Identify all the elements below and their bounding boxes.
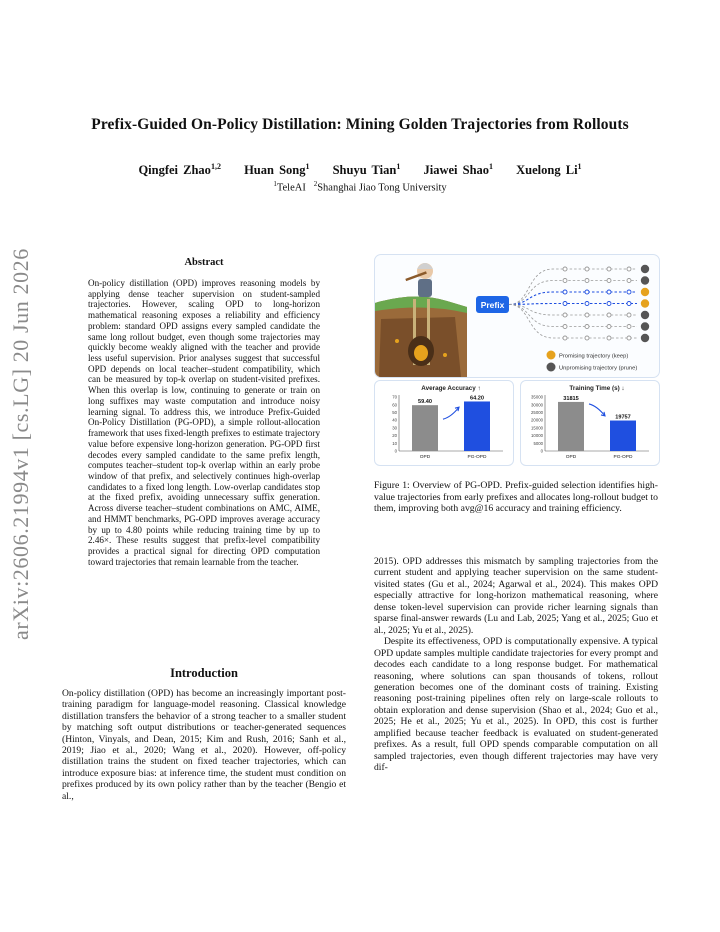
prefix-label: Prefix xyxy=(480,300,505,310)
rollout-path xyxy=(509,305,637,316)
y-tick-label: 70 xyxy=(392,394,397,400)
rollout-node xyxy=(627,336,631,340)
author-affil-sup: 1 xyxy=(396,162,401,171)
right-column-body xyxy=(374,556,658,774)
introduction-body: On-policy distillation (OPD) has become an increasingly important post-training paradigm for language-model reasoning. Classical knowledge distillation transfers the behavior of a strong teacher to a smaller student by matching soft output distributions or teacher-generated sequences (Hinton, Vinyals, and Dean, 2015; Kim and Rush, 2016; Sanh et al., 2019; Jiao et al., 2020; Wang et al., 2020). However, off-policy distillation trains the student on fixed teacher trajectories, which can introduce exposure bias: at inference time, the student must condition on prefixes produced by its own policy rather than by the teacher (Bengio et al., xyxy=(62,688,346,802)
rollout-node xyxy=(627,279,631,283)
rollout-node xyxy=(607,267,611,271)
rollout-node xyxy=(607,336,611,340)
rock-icon xyxy=(547,363,556,372)
rollout-node xyxy=(607,279,611,283)
accuracy-chart-panel xyxy=(374,380,514,466)
y-tick-label: 0 xyxy=(394,448,397,454)
author-list xyxy=(0,162,720,178)
right-para-1: 2015). OPD addresses this mismatch by sampling trajectories from the current student and applying teacher supervision on the same student-visited states (Gu et al., 2024; Agarwal et al., 2024). This makes OPD especially attractive for long-horizon mathematical reasoning, where dense token-level supervision can provide richer learning signals than sparse final-answer rewards (Lu and Lab, 2025; Yang et al., 2025; Guo et al., 2025; Yu et al., 2025). xyxy=(374,556,658,636)
y-tick-label: 0 xyxy=(540,448,543,454)
x-tick-label: PG-OPD xyxy=(467,455,487,460)
rollout-node xyxy=(585,336,589,340)
rollout-node xyxy=(563,290,567,294)
y-tick-label: 20 xyxy=(392,433,397,439)
x-tick-label: OPD xyxy=(565,455,577,460)
mine-illustration xyxy=(375,296,467,377)
rollout-path xyxy=(509,305,637,327)
rollout-node xyxy=(563,313,567,317)
rock-icon xyxy=(641,322,649,330)
author xyxy=(423,163,493,177)
author-name: Jiawei Shao xyxy=(423,163,490,178)
rollout-node xyxy=(585,313,589,317)
rollout-node xyxy=(627,302,631,306)
y-tick-label: 50 xyxy=(392,410,397,416)
miner-icon xyxy=(405,263,433,297)
rollout-node xyxy=(607,302,611,306)
legend-unpromising: Unpromising trajectory (prune) xyxy=(559,365,638,372)
rollout-node xyxy=(585,302,589,306)
author-name: Xuelong Li xyxy=(516,163,578,178)
y-tick-label: 60 xyxy=(392,402,397,408)
y-tick-label: 25000 xyxy=(531,410,543,416)
rollout-node xyxy=(563,279,567,283)
rollout-node xyxy=(563,267,567,271)
author xyxy=(244,163,309,177)
rollout-path xyxy=(509,281,637,305)
y-tick-label: 15000 xyxy=(531,425,543,431)
trend-arrow xyxy=(589,404,605,416)
abstract-body: On-policy distillation (OPD) improves reasoning models by applying dense teacher supervision on student-sampled trajectories. However, scaling OPD to long-horizon mathematical reasoning exposes a reliability and efficiency problem: standard OPD assigns every sampled candidate the same long rollout budget, even though some trajectories may quickly become weakly aligned with the teacher and provide less useful supervision. Prior analyses suggest that successful OPD depends on local teacher–student compatibility, which can be measured by top-k overlap on student-visited prefixes. When this overlap is low, continuing to generate or train on long suffixes may waste computation and introduce noisy learning signal. To address this, we introduce Prefix-Guided On-Policy Distillation (PG-OPD), a simple rollout-allocation framework that uses fixed-length prefixes to estimate trajectory value before expensive long-horizon generation. PG-OPD first decodes every sampled candidate to the same prefix length, computes teacher–student top-k overlap within an early probe window of that prefix, and selectively continues high-overlap candidates to a fixed long length. Low-overlap candidates stop at the fixed prefix, avoiding unnecessary suffix generation. Across diverse teacher–student combinations on AMC, AIME, and HMMT benchmarks, PG-OPD improves average accuracy by up to 4.80 points while reducing training time by up to 2.46×. These results suggest that prefix-level compatibility provides a practical signal for directing OPD computation toward trajectories that remain learnable from the teacher. xyxy=(88,278,320,567)
affil-name: TeleAI xyxy=(276,182,306,194)
rollout-node xyxy=(627,290,631,294)
affiliations xyxy=(0,180,720,194)
rollout-paths xyxy=(509,265,649,342)
affil-sup: 1 xyxy=(273,180,277,188)
training-time-chart-panel xyxy=(520,380,660,466)
y-tick-label: 5000 xyxy=(533,440,543,446)
y-tick-label: 10000 xyxy=(531,433,543,439)
arxiv-stamp: arXiv:2606.21994v1 [cs.LG] 20 Jun 2026 xyxy=(8,248,33,640)
paper-title: Prefix-Guided On-Policy Distillation: Mining Golden Trajectories from Rollouts xyxy=(91,116,629,133)
author-affil-sup: 1 xyxy=(489,162,494,171)
rollout-node xyxy=(585,290,589,294)
rollout-node xyxy=(607,325,611,329)
right-para-2: Despite its effectiveness, OPD is computationally expensive. A typical OPD update samples multiple candidate trajectories for every prompt and decodes each candidate to a long response budget. For mathematical reasoning, where solutions can span thousands of tokens, rollout generation becomes one of the dominant costs of training. Existing reasoning post-training pipelines often rely on large-scale rollouts to obtain exploration and dense supervision (Shao et al., 2024; Guo et al., 2025; He et al., 2025; Yu et al., 2025). In OPD, this cost is further amplified because teacher feedback is evaluated on student-generated prefixes. As a result, full OPD spends comparable computation on all sampled trajectories, even though different trajectories may have very dif- xyxy=(374,636,658,774)
author-affil-sup: 1 xyxy=(577,162,582,171)
bar-value-label: 31815 xyxy=(563,395,579,402)
y-tick-label: 40 xyxy=(392,417,397,423)
rollout-node xyxy=(627,313,631,317)
rock-icon xyxy=(641,334,649,342)
x-tick-label: OPD xyxy=(419,455,431,460)
bar xyxy=(464,401,490,451)
abstract-heading: Abstract xyxy=(184,257,224,268)
rollout-node xyxy=(585,325,589,329)
affil-sup: 2 xyxy=(313,180,318,188)
author-name: Qingfei Zhao xyxy=(138,163,211,178)
rock-icon xyxy=(641,265,649,273)
author-name: Huan Song xyxy=(244,163,306,178)
bar xyxy=(610,421,636,451)
rollout-node xyxy=(563,336,567,340)
gold-nugget-icon xyxy=(641,299,649,307)
gold-nugget-icon xyxy=(414,345,428,361)
gold-nugget-icon xyxy=(547,351,556,360)
rock-icon xyxy=(641,311,649,319)
author-affil-sup: 1,2 xyxy=(210,162,221,171)
x-tick-label: PG-OPD xyxy=(613,455,633,460)
bar-value-label: 59.40 xyxy=(418,399,432,406)
author-affil-sup: 1 xyxy=(305,162,310,171)
author-name: Shuyu Tian xyxy=(332,163,397,178)
rollout-path xyxy=(509,304,637,305)
chart-title: Training Time (s) ↓ xyxy=(569,385,625,392)
rollout-node xyxy=(563,325,567,329)
figure-caption: Figure 1: Overview of PG-OPD. Prefix-guided selection identifies high-value trajectories from early prefixes and allocates long-rollout budget to them, improving both avg@16 accuracy and training efficiency. xyxy=(374,480,658,515)
y-tick-label: 20000 xyxy=(531,417,543,423)
accuracy-chart xyxy=(375,381,513,465)
bar xyxy=(558,402,584,451)
rollout-node xyxy=(563,302,567,306)
affil-name: Shanghai Jiao Tong University xyxy=(317,182,447,194)
gold-nugget-icon xyxy=(641,288,649,296)
rollout-node xyxy=(607,313,611,317)
trend-arrow xyxy=(443,407,459,419)
author xyxy=(138,163,221,177)
bar xyxy=(412,405,438,451)
rollout-node xyxy=(627,325,631,329)
rollout-node xyxy=(585,279,589,283)
author xyxy=(516,163,581,177)
rollout-node xyxy=(585,267,589,271)
chart-title: Average Accuracy ↑ xyxy=(421,385,481,392)
y-tick-label: 35000 xyxy=(531,394,543,400)
y-tick-label: 10 xyxy=(392,440,397,446)
training-time-chart xyxy=(521,381,659,465)
bar-value-label: 19757 xyxy=(615,414,631,421)
y-tick-label: 30000 xyxy=(531,402,543,408)
legend-promising: Promising trajectory (keep) xyxy=(559,353,629,360)
figure-overview-panel xyxy=(374,254,660,378)
bar-value-label: 64.20 xyxy=(470,395,484,402)
rock-icon xyxy=(641,276,649,284)
figure-1 xyxy=(374,254,658,466)
y-tick-label: 30 xyxy=(392,425,397,431)
author xyxy=(333,163,401,177)
overview-illustration xyxy=(375,255,659,377)
introduction-heading: Introduction xyxy=(170,666,238,680)
rollout-node xyxy=(627,267,631,271)
rollout-node xyxy=(607,290,611,294)
rollout-path xyxy=(509,305,637,339)
